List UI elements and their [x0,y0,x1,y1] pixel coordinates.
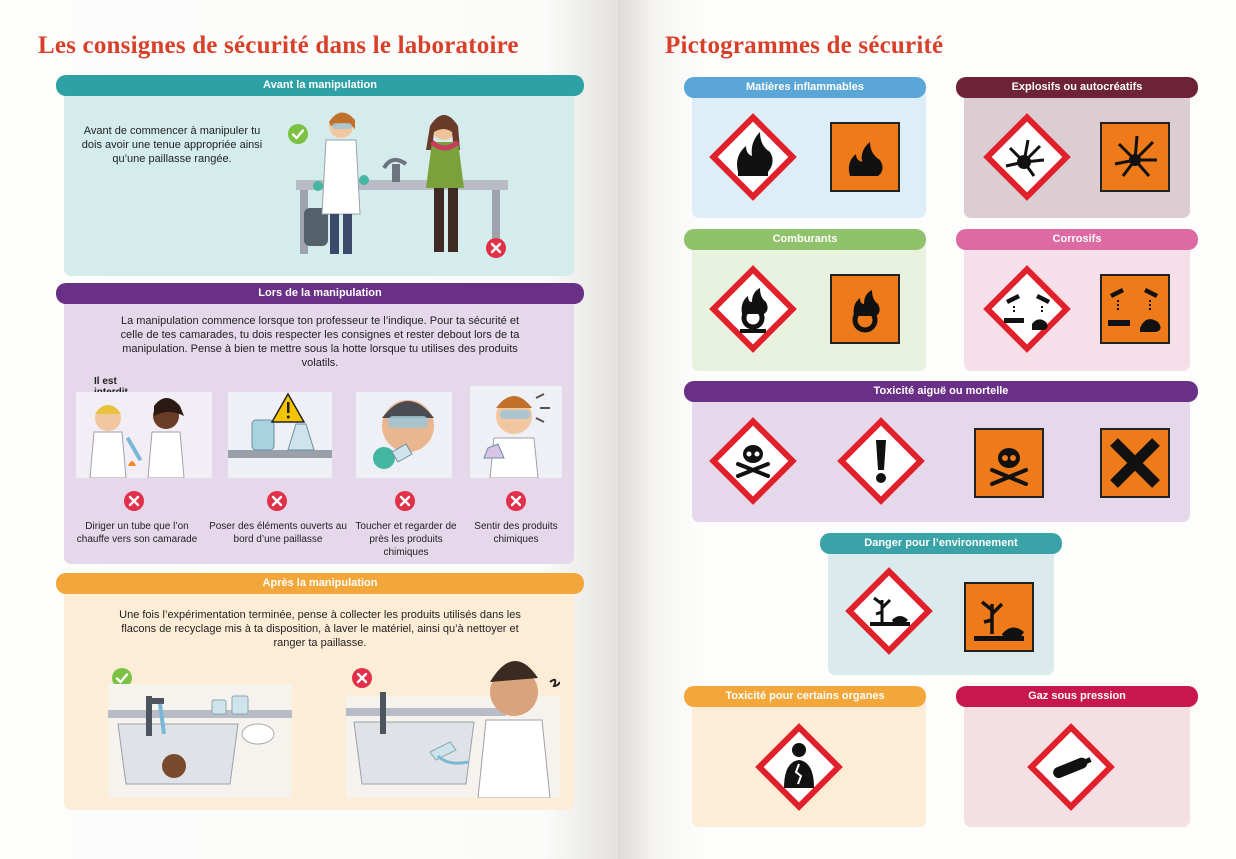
corrosion-icon [980,262,1074,356]
section-header-after: Après la manipulation [56,573,584,594]
smelling-chemicals-illustration [470,386,562,478]
right-page [618,0,1236,859]
before-text: Avant de commencer à manipuler tu dois avoir une tenue appropriée ainsi qu’une paillasse rangée. [81,125,263,165]
exploding-bomb-icon [1100,122,1170,192]
cross-icon [506,491,526,511]
category-header: Comburants [684,229,926,250]
skull-crossbones-icon [706,414,800,508]
washing-equipment-illustration [108,684,292,798]
skull-crossbones-icon [974,428,1044,498]
environment-hazard-icon [964,582,1034,652]
touching-chemicals-illustration [356,392,452,478]
cross-icon [395,491,415,511]
flame-over-circle-icon [706,262,800,356]
exclamation-mark-icon [834,414,928,508]
gas-cylinder-icon [1024,720,1118,814]
section-header-during: Lors de la manipulation [56,283,584,304]
cross-icon [124,491,144,511]
category-header: Corrosifs [956,229,1198,250]
exploding-bomb-icon [980,110,1074,204]
cross-icon [267,491,287,511]
messy-sink-illustration [346,652,560,798]
health-hazard-icon [752,720,846,814]
corrosion-icon [1100,274,1170,344]
students-lab-illustration [296,108,508,270]
page-title: Les consignes de sécurité dans le laboratoire [38,32,519,59]
category-header: Danger pour l’environnement [820,533,1062,554]
open-bottles-illustration [228,392,332,478]
during-text: La manipulation commence lorsque ton professeur te l’indique. Pour ta sécurité et celle de tes camarades, tu dois respecter les consignes et rester debout lors de ta manipulation. Pense à bien te mettre sous la hotte lorsque tu utilises des produits volatils. [120,315,520,369]
harmful-cross-icon [1100,428,1170,498]
section-header-before: Avant la manipulation [56,75,584,96]
page-title: Pictogrammes de sécurité [665,32,944,59]
category-header: Toxicité aiguë ou mortelle [684,381,1198,402]
forbidden-caption: Toucher et regarder de près les produits chimiques [355,521,457,558]
flame-icon [706,110,800,204]
environment-hazard-icon [842,564,936,658]
flame-over-circle-icon [830,274,900,344]
flame-icon [830,122,900,192]
category-header: Matières inflammables [684,77,926,98]
cross-icon [486,238,506,258]
heating-tube-illustration [76,392,212,478]
forbidden-caption: Sentir des produits chimiques [474,521,558,545]
category-header: Toxicité pour certains organes [684,686,926,707]
category-header: Gaz sous pression [956,686,1198,707]
forbidden-caption: Poser des éléments ouverts au bord d’une paillasse [209,521,347,545]
category-header: Explosifs ou autocréatifs [956,77,1198,98]
forbidden-caption: Diriger un tube que l’on chauffe vers son camarade [76,521,198,545]
forbidden-title: Il est [94,376,117,387]
after-text: Une fois l’expérimentation terminée, pense à collecter les produits utilisés dans les flacons de recyclage mis à ta disposition, à laver le matériel, ainsi qu’à nettoyer et ranger ta paillasse. [119,609,521,649]
